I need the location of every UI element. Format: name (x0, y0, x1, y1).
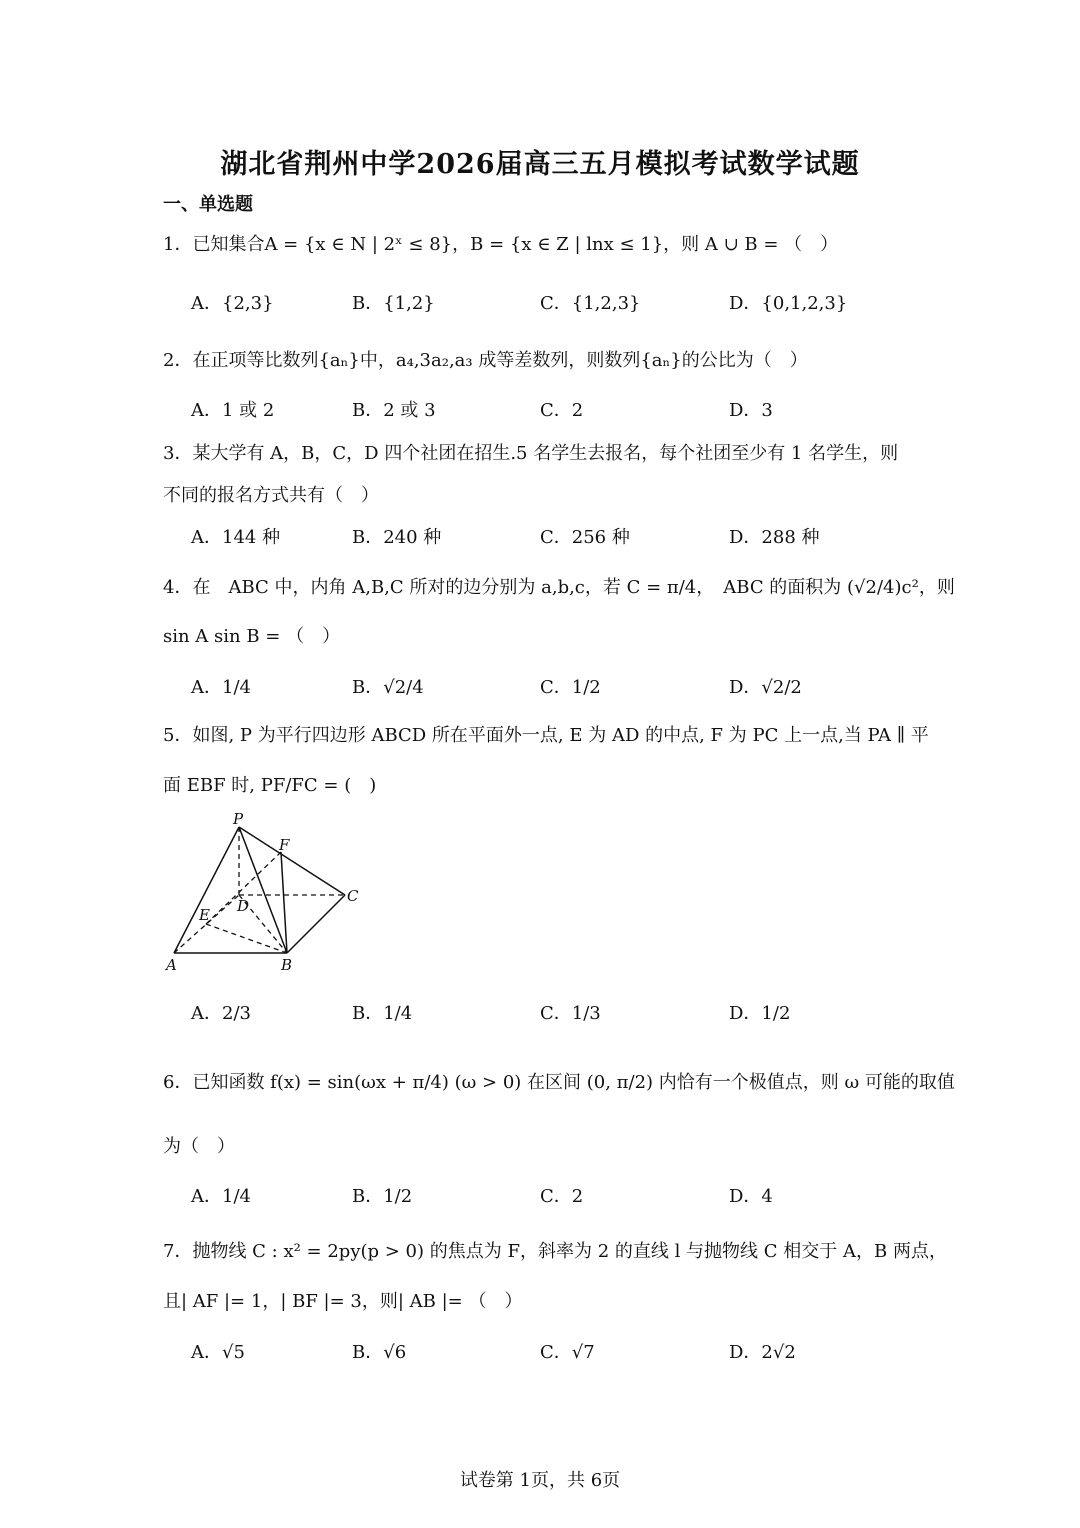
question-3-option-c: C．256 种 (540, 527, 630, 548)
question-1-option-c: C．{1,2,3} (540, 293, 641, 314)
question-1-stem: 1．已知集合A = {x ∈ N | 2ˣ ≤ 8}，B = {x ∈ Z | lnx ≤ 1}，则 A ∪ B = （ ） (163, 234, 839, 255)
question-1-option-d: D．{0,1,2,3} (729, 293, 848, 314)
question-7-stem-cont: 且| AF |= 1，| BF |= 3，则| AB |= （ ） (163, 1291, 523, 1312)
question-6-option-d: D．4 (729, 1186, 773, 1207)
question-4-option-a: A．1/4 (191, 677, 251, 698)
question-4-stem-cont: sin A sin B = （ ） (163, 626, 341, 647)
question-2-option-d: D．3 (729, 400, 773, 421)
question-7-option-d: D．2√2 (729, 1342, 796, 1363)
edge-pa (174, 827, 239, 953)
question-7-option-a: A．√5 (191, 1342, 245, 1363)
label-f: F (279, 836, 290, 854)
question-5-option-b: B．1/4 (352, 1003, 413, 1024)
question-2-option-a: A．1 或 2 (191, 400, 275, 421)
question-4-stem: 4．在 ABC 中，内角 A,B,C 所对的边分别为 a,b,c，若 C = π/4， ABC 的面积为 (√2/4)c²，则 (163, 577, 955, 598)
question-2-option-c: C．2 (540, 400, 584, 421)
question-2-stem: 2．在正项等比数列{aₙ}中，a₄,3a₂,a₃ 成等差数列，则数列{aₙ}的公比为（ ） (163, 350, 808, 371)
question-1-option-b: B．{1,2} (352, 293, 435, 314)
label-e: E (199, 906, 210, 924)
label-p: P (233, 812, 244, 828)
question-5-option-c: C．1/3 (540, 1003, 601, 1024)
label-d: D (237, 897, 250, 915)
question-2-option-b: B．2 或 3 (352, 400, 436, 421)
question-5-option-d: D．1/2 (729, 1003, 791, 1024)
label-c: C (347, 887, 359, 905)
question-5-stem-cont: 面 EBF 时, PF/FC = ( ) (163, 775, 377, 796)
question-3-option-d: D．288 种 (729, 527, 820, 548)
page-title: 湖北省荆州中学2026届高三五月模拟考试数学试题 (220, 149, 860, 180)
question-3-option-a: A．144 种 (191, 527, 281, 548)
edge-bc (287, 895, 345, 953)
question-7-option-c: C．√7 (540, 1342, 595, 1363)
question-6-stem-cont: 为（ ） (163, 1136, 235, 1157)
question-5-stem: 5．如图, P 为平行四边形 ABCD 所在平面外一点, E 为 AD 的中点, F 为 PC 上一点,当 PA ∥ 平 (163, 725, 929, 746)
section-heading: 一、单选题 (163, 194, 253, 215)
question-4-option-c: C．1/2 (540, 677, 601, 698)
question-6-option-a: A．1/4 (191, 1186, 251, 1207)
question-1-option-a: A．{2,3} (191, 293, 274, 314)
page-footer: 试卷第 1页，共 6页 (459, 1470, 621, 1491)
question-3-stem: 3．某大学有 A，B，C，D 四个社团在招生.5 名学生去报名，每个社团至少有 1 名学生，则 (163, 443, 899, 464)
question-3-stem-cont: 不同的报名方式共有（ ） (163, 485, 379, 506)
label-a: A (166, 956, 177, 974)
question-7-stem: 7．抛物线 C : x² = 2py(p > 0) 的焦点为 F，斜率为 2 的直线 l 与抛物线 C 相交于 A，B 两点， (163, 1241, 947, 1262)
question-6-option-b: B．1/2 (352, 1186, 413, 1207)
edge-pc (239, 827, 345, 895)
question-6-option-c: C．2 (540, 1186, 584, 1207)
label-b: B (281, 956, 293, 974)
question-4-option-d: D．√2/2 (729, 677, 802, 698)
question-7-option-b: B．√6 (352, 1342, 407, 1363)
pyramid-figure (160, 812, 370, 978)
question-6-stem: 6．已知函数 f(x) = sin(ωx + π/4) (ω > 0) 在区间 (0, π/2) 内恰有一个极值点，则 ω 可能的取值 (163, 1072, 955, 1093)
question-4-option-b: B．√2/4 (352, 677, 424, 698)
question-5-option-a: A．2/3 (191, 1003, 251, 1024)
question-3-option-b: B．240 种 (352, 527, 442, 548)
